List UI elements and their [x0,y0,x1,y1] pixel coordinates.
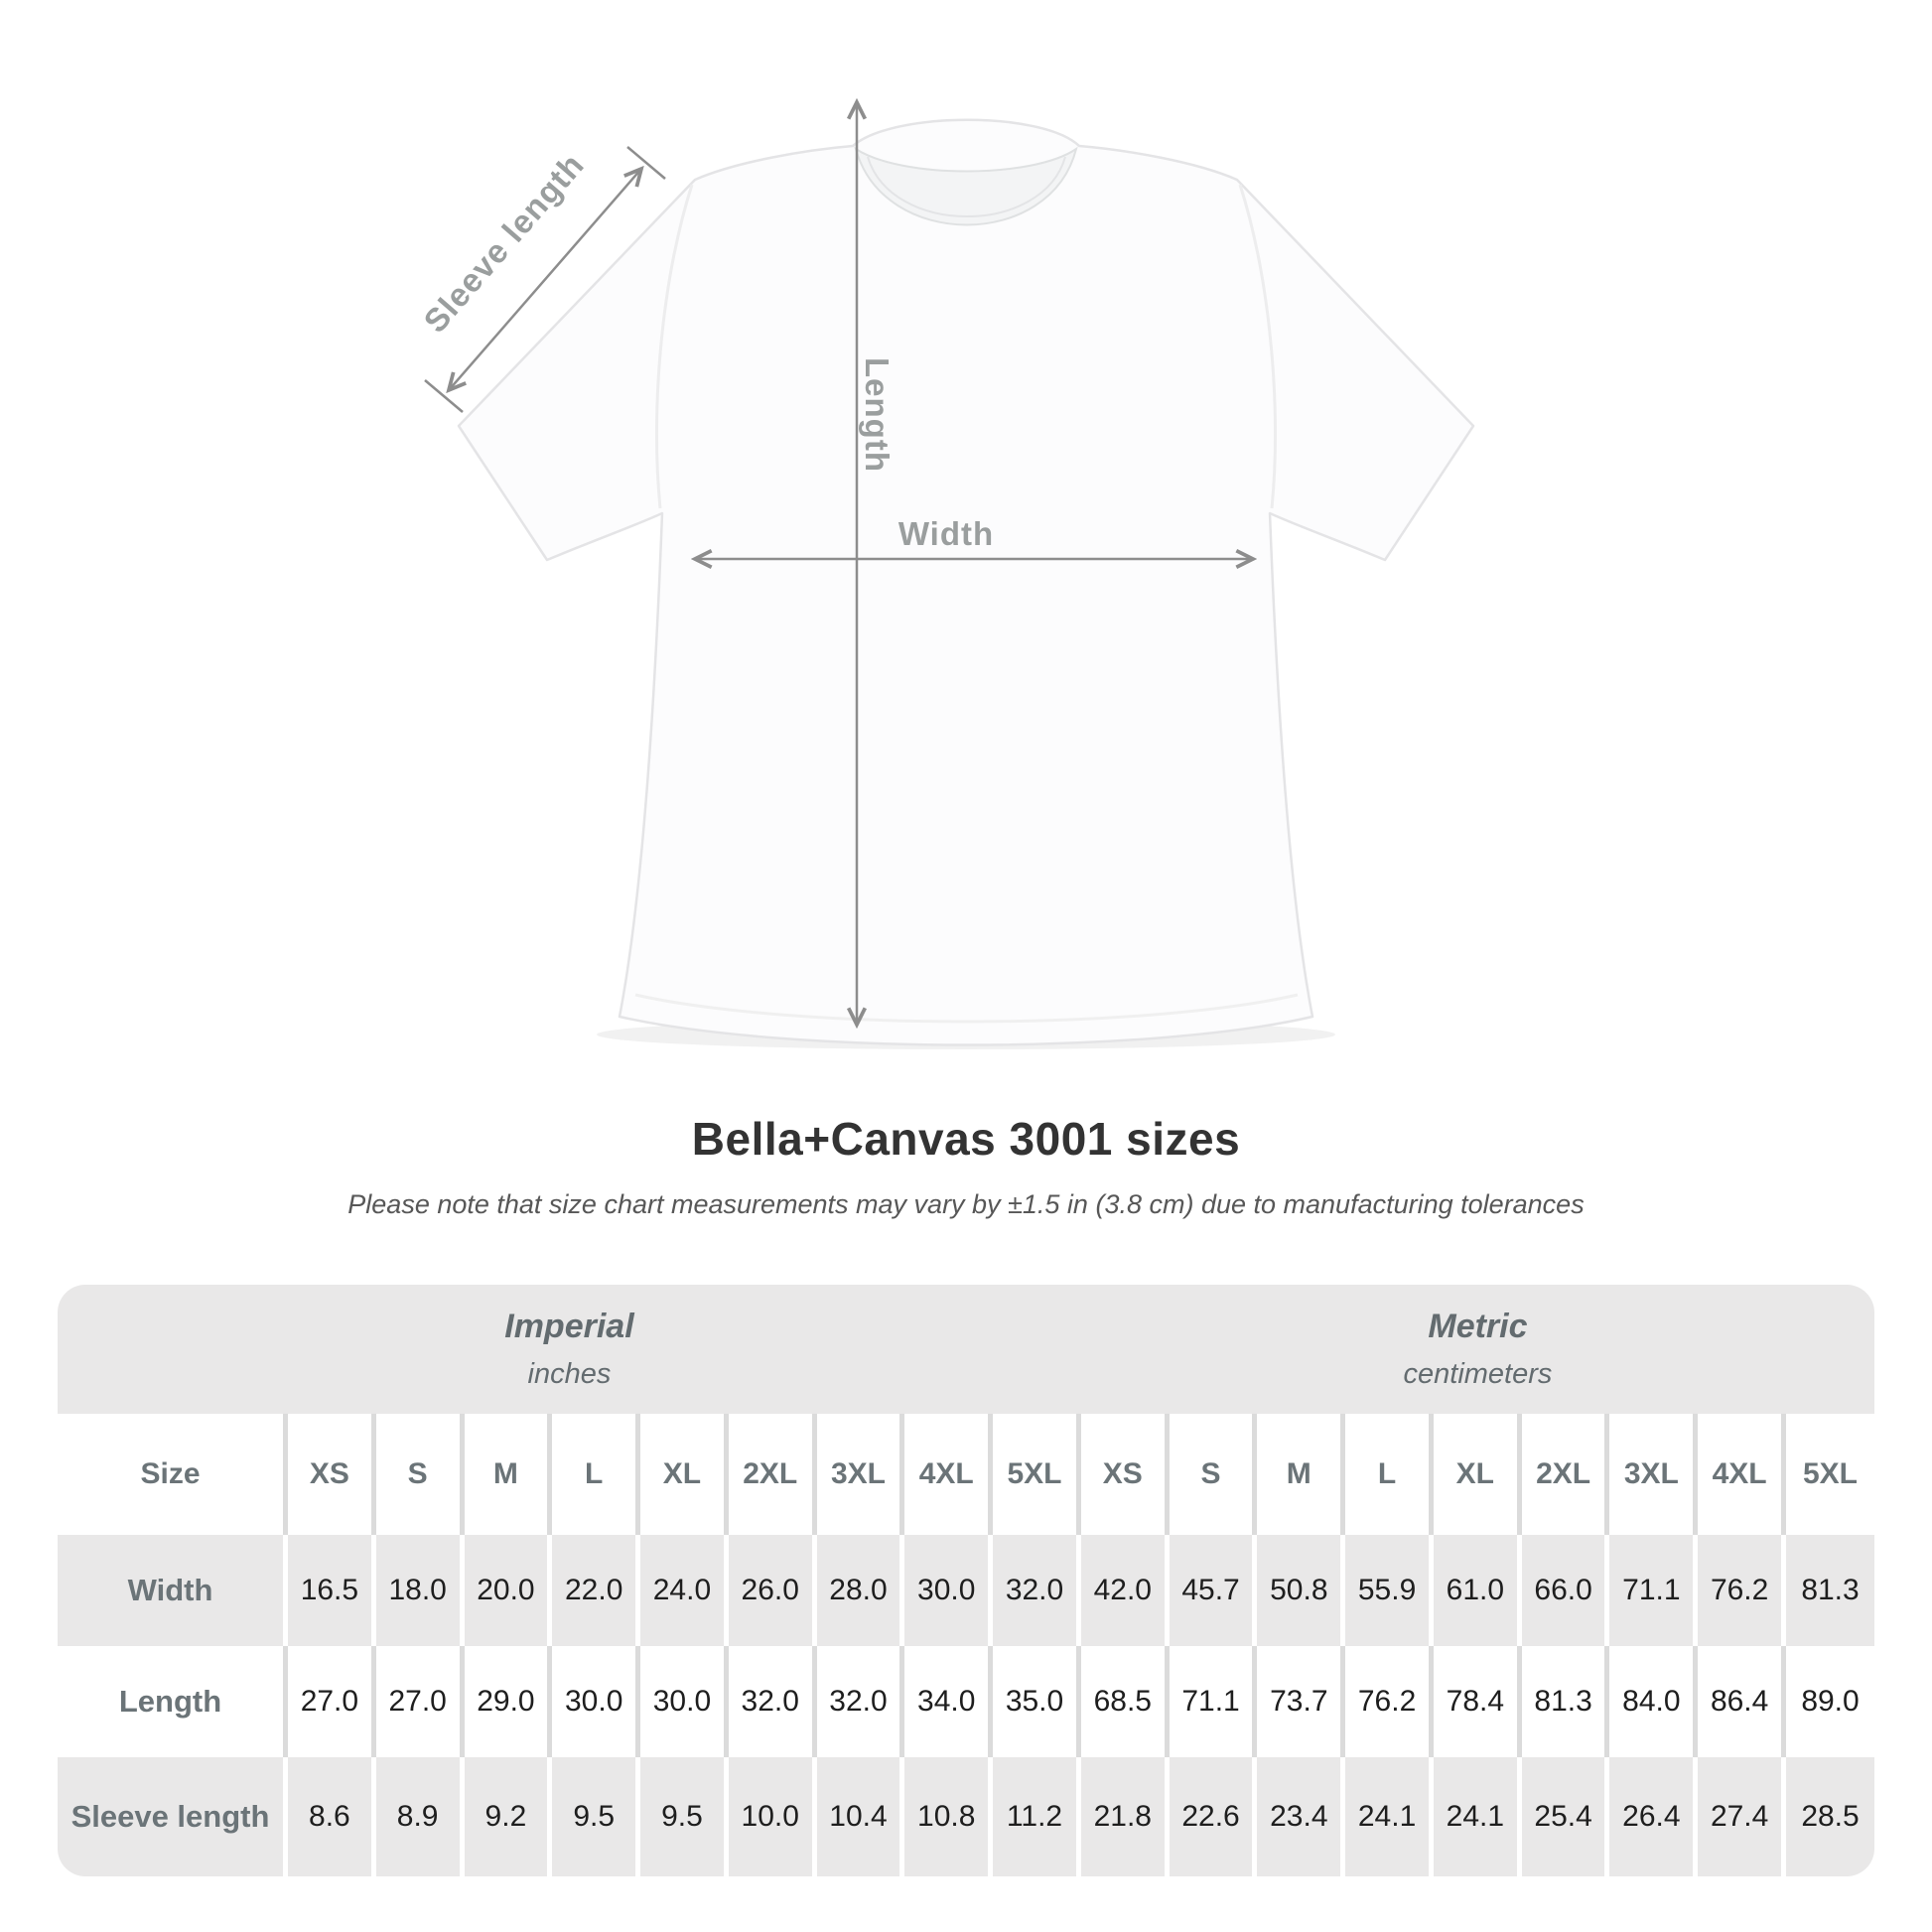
value-cell: 10.0 [729,1757,817,1876]
value-cell: 84.0 [1609,1646,1698,1757]
size-header-metric-3xl: 3XL [1609,1414,1698,1535]
size-table [58,1285,1874,1876]
value-cell: 71.1 [1609,1535,1698,1646]
value-cell: 30.0 [640,1646,729,1757]
table-row-width [58,1535,1874,1646]
value-cell: 78.4 [1434,1646,1522,1757]
sleeve-length-label: Sleeve length [416,146,592,340]
width-label: Width [897,515,995,552]
size-header-imperial-xl: XL [640,1414,729,1535]
value-cell: 23.4 [1257,1757,1345,1876]
size-header-imperial-2xl: 2XL [729,1414,817,1535]
value-cell: 26.4 [1609,1757,1698,1876]
imperial-group-unit: inches [527,1358,612,1390]
value-cell: 24.1 [1345,1757,1434,1876]
value-cell: 20.0 [465,1535,553,1646]
size-header-metric-xs: XS [1081,1414,1170,1535]
metric-group-unit: centimeters [1403,1358,1553,1390]
value-cell: 16.5 [288,1535,376,1646]
size-column-header: Size [58,1414,288,1535]
value-cell: 32.0 [729,1646,817,1757]
value-cell: 89.0 [1786,1646,1874,1757]
value-cell: 66.0 [1522,1535,1610,1646]
value-cell: 26.0 [729,1535,817,1646]
value-cell: 76.2 [1698,1535,1786,1646]
row-label-width: Width [58,1535,288,1646]
value-cell: 9.5 [552,1757,640,1876]
size-header-imperial-4xl: 4XL [904,1414,993,1535]
sleeve-length-start-tick [425,380,463,412]
row-label-length: Length [58,1646,288,1757]
metric-group-label: Metric [1428,1308,1528,1345]
value-cell: 81.3 [1522,1646,1610,1757]
size-header-imperial-xs: XS [288,1414,376,1535]
size-header-metric-s: S [1170,1414,1258,1535]
size-header-metric-2xl: 2XL [1522,1414,1610,1535]
sleeve-length-end-tick [627,147,665,179]
value-cell: 27.4 [1698,1757,1786,1876]
value-cell: 61.0 [1434,1535,1522,1646]
size-header-imperial-l: L [552,1414,640,1535]
value-cell: 30.0 [904,1535,993,1646]
value-cell: 27.0 [376,1646,465,1757]
value-cell: 68.5 [1081,1646,1170,1757]
value-cell: 42.0 [1081,1535,1170,1646]
value-cell: 25.4 [1522,1757,1610,1876]
value-cell: 32.0 [993,1535,1081,1646]
unit-group-imperial [58,1285,1081,1414]
value-cell: 9.5 [640,1757,729,1876]
value-cell: 24.0 [640,1535,729,1646]
value-cell: 24.1 [1434,1757,1522,1876]
value-cell: 8.6 [288,1757,376,1876]
size-header-metric-5xl: 5XL [1786,1414,1874,1535]
page-subtitle: Please note that size chart measurements may vary by ±1.5 in (3.8 cm) due to manufacturing tolerances [347,1189,1585,1219]
size-header-metric-l: L [1345,1414,1434,1535]
value-cell: 11.2 [993,1757,1081,1876]
value-cell: 55.9 [1345,1535,1434,1646]
value-cell: 27.0 [288,1646,376,1757]
value-cell: 10.4 [817,1757,905,1876]
value-cell: 28.5 [1786,1757,1874,1876]
value-cell: 32.0 [817,1646,905,1757]
value-cell: 86.4 [1698,1646,1786,1757]
size-header-metric-4xl: 4XL [1698,1414,1786,1535]
value-cell: 22.6 [1170,1757,1258,1876]
size-header-imperial-3xl: 3XL [817,1414,905,1535]
size-header-imperial-m: M [465,1414,553,1535]
size-header-row [58,1414,1874,1535]
value-cell: 71.1 [1170,1646,1258,1757]
value-cell: 73.7 [1257,1646,1345,1757]
imperial-group-label: Imperial [504,1308,634,1345]
value-cell: 18.0 [376,1535,465,1646]
value-cell: 22.0 [552,1535,640,1646]
size-header-metric-xl: XL [1434,1414,1522,1535]
value-cell: 76.2 [1345,1646,1434,1757]
value-cell: 34.0 [904,1646,993,1757]
size-header-imperial-s: S [376,1414,465,1535]
size-header-metric-m: M [1257,1414,1345,1535]
value-cell: 29.0 [465,1646,553,1757]
value-cell: 50.8 [1257,1535,1345,1646]
value-cell: 28.0 [817,1535,905,1646]
unit-group-row [58,1285,1874,1414]
size-chart-card [58,1285,1874,1876]
row-label-sleeve-length: Sleeve length [58,1757,288,1876]
value-cell: 9.2 [465,1757,553,1876]
value-cell: 81.3 [1786,1535,1874,1646]
value-cell: 8.9 [376,1757,465,1876]
value-cell: 45.7 [1170,1535,1258,1646]
value-cell: 35.0 [993,1646,1081,1757]
value-cell: 30.0 [552,1646,640,1757]
size-header-imperial-5xl: 5XL [993,1414,1081,1535]
tshirt-image [459,120,1473,1045]
length-label: Length [859,357,896,473]
value-cell: 21.8 [1081,1757,1170,1876]
unit-group-metric [1081,1285,1874,1414]
page-title: Bella+Canvas 3001 sizes [691,1113,1241,1165]
table-row-length [58,1646,1874,1757]
value-cell: 10.8 [904,1757,993,1876]
table-row-sleeve-length [58,1757,1874,1876]
